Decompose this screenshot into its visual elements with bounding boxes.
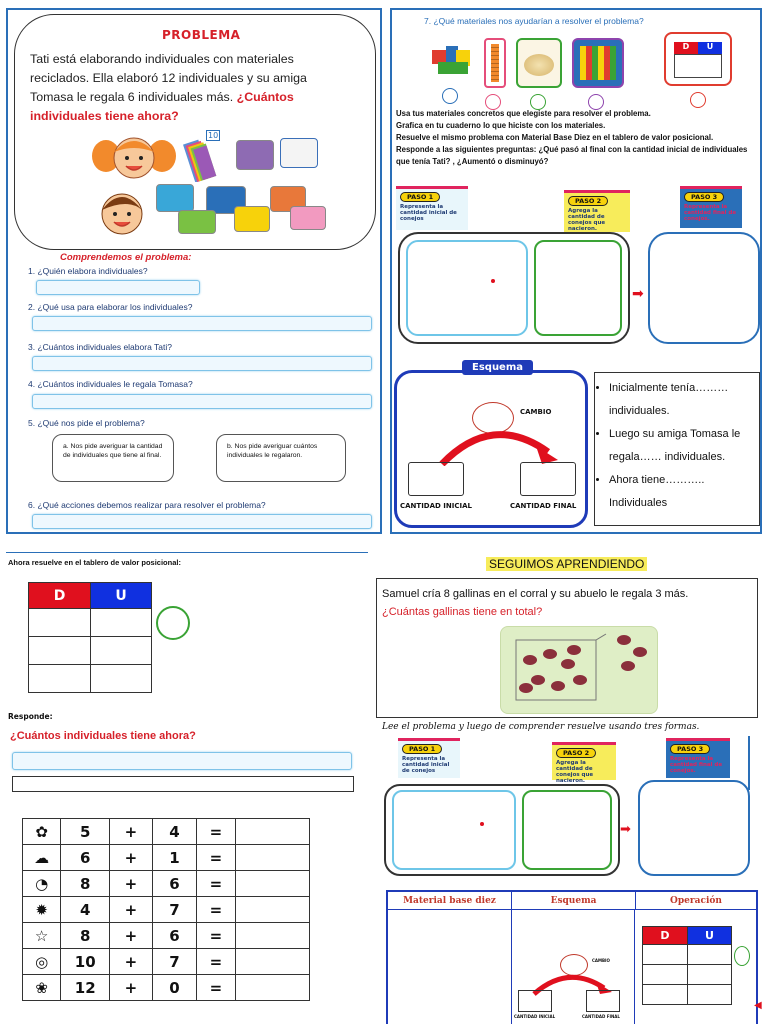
plus-sign: +: [110, 897, 153, 923]
material-seeds[interactable]: [516, 38, 562, 88]
col-divider: [634, 910, 635, 1024]
cantidad-inicial-box[interactable]: [408, 462, 464, 496]
du-cell[interactable]: [643, 985, 688, 1005]
question-4: 4. ¿Cuántos individuales le regala Tomasa?: [28, 379, 193, 389]
snail-icon: ◎: [23, 949, 61, 975]
arrow-right-icon: ➡: [632, 286, 644, 302]
cantidad-inicial-label: CANTIDAD INICIAL: [400, 502, 472, 510]
paso-1: [396, 186, 468, 230]
tablero-frame: [6, 552, 368, 553]
star-icon: ☆: [23, 923, 61, 949]
paso-2-b-label: PASO 2: [556, 748, 596, 758]
cantidad-final-label: CANTIDAD FINAL: [510, 502, 577, 510]
responde-label: Responde:: [8, 712, 53, 721]
esquema-bullets: [594, 372, 760, 526]
paso-3-b-text: Representa la cantidad final de conejos.: [670, 756, 723, 774]
materials-panel: [390, 8, 762, 534]
ten-badge: 10: [208, 131, 219, 140]
addend-b: 6: [152, 923, 197, 949]
bullet-1: • Inicialmente tenía………individuales.: [609, 377, 755, 423]
du-cell[interactable]: [29, 637, 91, 665]
option-b[interactable]: b. Nos pide averiguar cuántos individuales le regalaron.: [216, 434, 346, 482]
equals-sign: =: [197, 949, 235, 975]
sum-table: [22, 818, 310, 1001]
question-6: 6. ¿Qué acciones debemos realizar para resolver el problema?: [28, 500, 266, 510]
sum-row: [23, 845, 310, 871]
esquema-title: Esquema: [462, 360, 533, 375]
paso-3-label: PASO 3: [684, 192, 724, 202]
paso-2-box-b[interactable]: [522, 790, 612, 870]
girl-face-icon: [92, 130, 176, 182]
bullet-2: • Luego su amiga Tomasa le regala…… individuales.: [609, 423, 755, 469]
paso-1-b: [398, 738, 460, 778]
answer-circle[interactable]: [156, 606, 190, 640]
cloud-icon: ☁: [23, 845, 61, 871]
sum-answer[interactable]: [235, 949, 309, 975]
sum-row: [23, 975, 310, 1001]
seguimos-title: SEGUIMOS APRENDIENDO: [486, 557, 647, 571]
answer-field-6[interactable]: [32, 514, 372, 529]
answer-field-2[interactable]: [32, 316, 372, 331]
instruction-1: Usa tus materiales concretos que elegiste para resolver el problema.: [396, 109, 651, 118]
du-board-u: U: [698, 42, 722, 54]
problem-statement: Tati está elaborando individuales con materiales reciclados. Ella elaboró 12 individuales y su amiga Tomasa le regala 6 individuales más.: [30, 52, 307, 104]
paso-3-text: Representa la cantidad final de conejos.: [684, 204, 737, 222]
dot-icon: [480, 822, 484, 826]
paso-2-box[interactable]: [534, 240, 622, 336]
dot-icon: [491, 279, 495, 283]
problem-text: [30, 50, 330, 126]
bullet-3: • Ahora tiene……….. Individuales: [609, 469, 755, 515]
option-a[interactable]: a. Nos pide averiguar la cantidad de individuales que tiene al final.: [52, 434, 174, 482]
addend-a: 4: [61, 897, 110, 923]
plus-sign: +: [110, 923, 153, 949]
chickens-icon: [510, 630, 654, 710]
du-cell[interactable]: [687, 985, 731, 1005]
cambio-arrow-icon: [432, 416, 564, 466]
cantidad-final-box[interactable]: [520, 462, 576, 496]
mat-item: [236, 140, 274, 170]
mini-answer-circle[interactable]: [734, 946, 750, 966]
du-table[interactable]: [28, 582, 152, 693]
material-base-ten[interactable]: [484, 38, 506, 88]
fish-icon: ❀: [23, 975, 61, 1001]
arrow-right-icon: ➡: [620, 822, 631, 837]
equals-sign: =: [197, 897, 235, 923]
du-cell[interactable]: [91, 665, 152, 693]
sum-row: [23, 923, 310, 949]
addend-a: 8: [61, 923, 110, 949]
addend-b: 6: [152, 871, 197, 897]
sum-answer[interactable]: [235, 975, 309, 1001]
paso-2-label: PASO 2: [568, 196, 608, 206]
equals-sign: =: [197, 871, 235, 897]
equals-sign: =: [197, 819, 235, 845]
materials-question: 7. ¿Qué materiales nos ayudarían a resolver el problema?: [424, 16, 644, 26]
mat-item: [178, 210, 216, 234]
paso-2: [564, 190, 630, 232]
sum-row: [23, 949, 310, 975]
apple-icon: ◔: [23, 871, 61, 897]
mini-du-header-d: D: [643, 927, 688, 945]
paso-2-b: [552, 742, 616, 784]
question-5: 5. ¿Qué nos pide el problema?: [28, 418, 145, 428]
boy-face-icon: [94, 186, 150, 236]
instruction-2: Grafica en tu cuaderno lo que hiciste con los materiales.: [396, 121, 606, 130]
du-header-d: D: [29, 583, 91, 609]
mini-du-header-u: U: [687, 927, 731, 945]
problem-question: ¿Cuántos individuales tiene ahora?: [30, 90, 294, 123]
seguimos-instruction: Lee el problema y luego de comprender resuelve usando tres formas.: [382, 722, 700, 732]
instruction-4: Responde a las siguientes preguntas: ¿Qué pasó al final con la cantidad inicial de individuales que tenía Tati? , ¿Aumentó o disminuyó?: [396, 145, 748, 166]
seeds-icon: [524, 54, 554, 76]
abacus-icon: [580, 46, 616, 80]
addend-b: 7: [152, 897, 197, 923]
paso-3-box[interactable]: [648, 232, 760, 344]
du-cell[interactable]: [29, 665, 91, 693]
tablero-answer-line[interactable]: [12, 776, 354, 792]
blocks-icon: [438, 62, 468, 74]
paso-1-b-label: PASO 1: [402, 744, 442, 754]
addend-a: 10: [61, 949, 110, 975]
answer-field-1[interactable]: [36, 280, 200, 295]
addend-a: 12: [61, 975, 110, 1001]
sum-answer[interactable]: [235, 923, 309, 949]
plus-sign: +: [110, 975, 153, 1001]
sum-row: [23, 871, 310, 897]
du-cell[interactable]: [687, 965, 731, 985]
sum-answer[interactable]: [235, 871, 309, 897]
comprendemos-title: Comprendemos el problema:: [60, 252, 192, 263]
paso-2-b-text: Agrega la cantidad de conejos que nacieron.: [556, 760, 594, 784]
col-divider: [511, 910, 512, 1024]
tablero-question: ¿Cuántos individuales tiene ahora?: [10, 730, 196, 742]
edge-arrow-icon: ◀: [754, 1000, 762, 1011]
paso-1-text: Representa la cantidad inicial de conejos: [400, 204, 457, 222]
mini-final-label: CANTIDAD FINAL: [582, 1014, 620, 1019]
addend-b: 0: [152, 975, 197, 1001]
mat-item: [234, 206, 270, 232]
du-cell[interactable]: [91, 609, 152, 637]
material-blocks[interactable]: [428, 36, 474, 88]
flower-icon: ✿: [23, 819, 61, 845]
sum-answer[interactable]: [235, 819, 309, 845]
mini-inicial-box[interactable]: [518, 990, 552, 1012]
addend-a: 8: [61, 871, 110, 897]
question-1: 1. ¿Quién elabora individuales?: [28, 266, 148, 276]
question-2: 2. ¿Qué usa para elaborar los individuales?: [28, 302, 193, 312]
du-cell[interactable]: [643, 965, 688, 985]
three-forms-header: [388, 892, 756, 910]
mini-final-box[interactable]: [586, 990, 620, 1012]
select-circle: [690, 92, 706, 108]
plus-sign: +: [110, 871, 153, 897]
addend-b: 7: [152, 949, 197, 975]
plus-sign: +: [110, 949, 153, 975]
paso-3: [680, 186, 742, 228]
plus-sign: +: [110, 845, 153, 871]
sum-answer[interactable]: [235, 897, 309, 923]
addend-b: 1: [152, 845, 197, 871]
mat-item: [290, 206, 326, 230]
answer-field-3[interactable]: [32, 356, 372, 371]
equals-sign: =: [197, 975, 235, 1001]
sum-answer[interactable]: [235, 845, 309, 871]
paso-1-b-text: Representa la cantidad inicial de conejos: [402, 756, 450, 774]
problem-title: PROBLEMA: [162, 28, 241, 42]
material-du-board[interactable]: [664, 32, 732, 86]
mini-inicial-label: CANTIDAD INICIAL: [514, 1014, 556, 1019]
instructions: [396, 108, 760, 168]
mini-cambio-label: CAMBIO: [592, 958, 610, 963]
addend-a: 6: [61, 845, 110, 871]
question-3: 3. ¿Cuántos individuales elabora Tati?: [28, 342, 172, 352]
paso-1-box[interactable]: [406, 240, 528, 336]
material-abacus[interactable]: [572, 38, 624, 88]
problem-panel: [6, 8, 382, 534]
tablero-title: Ahora resuelve en el tablero de valor posicional:: [8, 558, 181, 567]
paso-2-text: Agrega la cantidad de conejos que nacieron.: [568, 208, 606, 232]
tablero-answer-field[interactable]: [12, 752, 352, 770]
seguimos-text: Samuel cría 8 gallinas en el corral y su abuelo le regala 3 más.: [382, 588, 689, 600]
col-operacion: Operación: [670, 896, 722, 906]
mat-item: [280, 138, 318, 168]
addend-a: 5: [61, 819, 110, 845]
sum-row: [23, 819, 310, 845]
sum-row: [23, 897, 310, 923]
rod-icon: [491, 44, 499, 82]
seguimos-question: ¿Cuántas gallinas tiene en total?: [382, 606, 543, 618]
paso-3-b: [666, 738, 730, 778]
addend-b: 4: [152, 819, 197, 845]
du-header-u: U: [91, 583, 152, 609]
equals-sign: =: [197, 923, 235, 949]
col-esquema: Esquema: [512, 892, 636, 909]
mat-item: [156, 184, 194, 212]
du-board-body: [674, 54, 722, 78]
instruction-3: Resuelve el mismo problema con Material Base Diez en el tablero de valor posicional.: [396, 133, 714, 142]
paso-3-b-label: PASO 3: [670, 744, 710, 754]
du-cell[interactable]: [687, 945, 731, 965]
equals-sign: =: [197, 845, 235, 871]
sun-icon: ✹: [23, 897, 61, 923]
col-material: Material base diez: [388, 892, 512, 909]
paso-1-box-b[interactable]: [392, 790, 516, 870]
paso-1-label: PASO 1: [400, 192, 440, 202]
du-cell[interactable]: [29, 609, 91, 637]
du-cell[interactable]: [91, 637, 152, 665]
select-circle: [442, 88, 458, 104]
du-board-d: D: [674, 42, 698, 54]
answer-field-4[interactable]: [32, 394, 372, 409]
paso-3-box-b[interactable]: [638, 780, 750, 876]
plus-sign: +: [110, 819, 153, 845]
cambio-label: CAMBIO: [520, 408, 552, 416]
mini-du-table[interactable]: [642, 926, 732, 1005]
du-cell[interactable]: [643, 945, 688, 965]
blue-edge-line: [748, 736, 750, 790]
